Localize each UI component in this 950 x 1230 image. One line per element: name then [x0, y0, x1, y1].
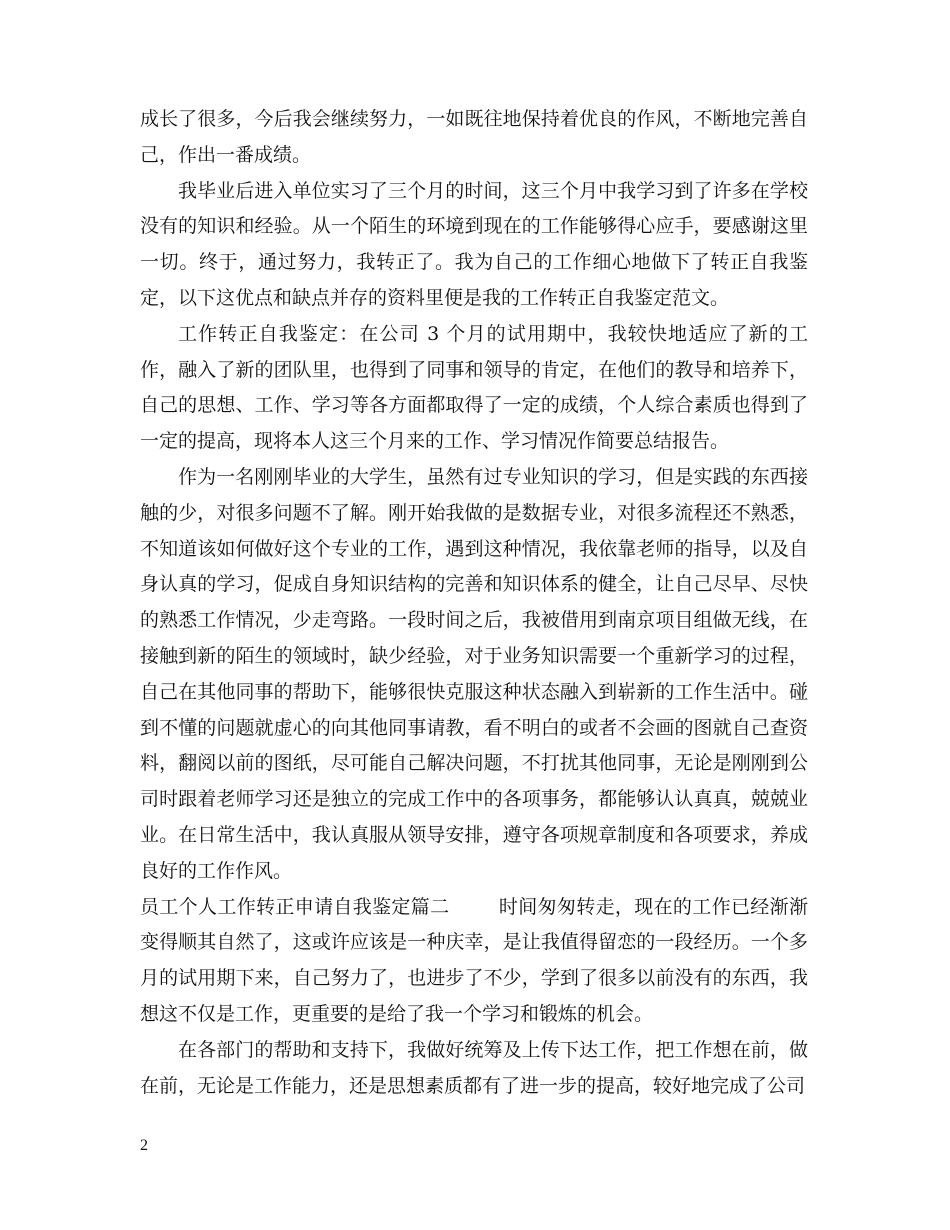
paragraph-3: 工作转正自我鉴定：在公司 3 个月的试用期中，我较快地适应了新的工作，融入了新的团队里，也得到了同事和领导的肯定，在他们的教导和培养下，自己的思想、工作、学习等各方面都取得了一定的成绩，个人综合素质也得到了一定的提高，现将本人这三个月来的工作、学习情况作简要总结报告。 [140, 322, 808, 453]
paragraph-2: 我毕业后进入单位实习了三个月的时间，这三个月中我学习到了许多在学校没有的知识和经验。从一个陌生的环境到现在的工作能够得心应手，要感谢这里一切。终于，通过努力，我转正了。我为自己的工作细心地做下了转正自我鉴定，以下这优点和缺点并存的资料里便是我的工作转正自我鉴定范文。 [140, 179, 808, 309]
paragraph-1: 成长了很多，今后我会继续努力，一如既往地保持着优良的作风，不断地完善自己，作出一番成绩。 [140, 108, 808, 166]
section-text: 时间匆匆转走，现在的工作已经渐渐变得顺其自然了，这或许应该是一种庆幸，是让我值得留恋的一段经历。一个多月的试用期下来，自己努力了，也进步了不少，学到了很多以前没有的东西，我想这不仅是工作，更重要的是给了我一个学习和锻炼的机会。 [140, 895, 808, 1025]
closing-paragraph: 在各部门的帮助和支持下，我做好统筹及上传下达工作，把工作想在前，做在前，无论是工作能力，还是思想素质都有了进一步的提高，较好地完成了公司 [140, 1038, 808, 1097]
paragraph-4: 作为一名刚刚毕业的大学生，虽然有过专业知识的学习，但是实践的东西接触的少，对很多问题不了解。刚开始我做的是数据专业，对很多流程还不熟悉，不知道该如何做好这个专业的工作，遇到这种情况，我依靠老师的指导，以及自身认真的学习，促成自身知识结构的完善和知识体系的健全，让自己尽早、尽快的熟悉工作情况，少走弯路。一段时间之后，我被借用到南京项目组做无线，在接触到新的陌生的领域时，缺少经验，对于业务知识需要一个重新学习的过程，自己在其他同事的帮助下，能够很快克服这种状态融入到崭新的工作生活中。碰到不懂的问题就虚心的向其他同事请教，看不明白的或者不会画的图就自己查资料，翻阅以前的图纸，尽可能自己解决问题，不打扰其他同事，无论是刚刚到公司时跟着老师学习还是独立的完成工作中的各项事务，都能够认认真真，兢兢业业。在日常生活中，我认真服从领导安排，遵守各项规章制度和各项要求，养成良好的工作作风。 [140, 465, 808, 882]
page-number: 2 [140, 1137, 148, 1154]
section-heading: 员工个人工作转正申请自我鉴定篇二 [140, 895, 450, 918]
section-paragraph [140, 890, 808, 1033]
document-body [140, 102, 808, 1104]
